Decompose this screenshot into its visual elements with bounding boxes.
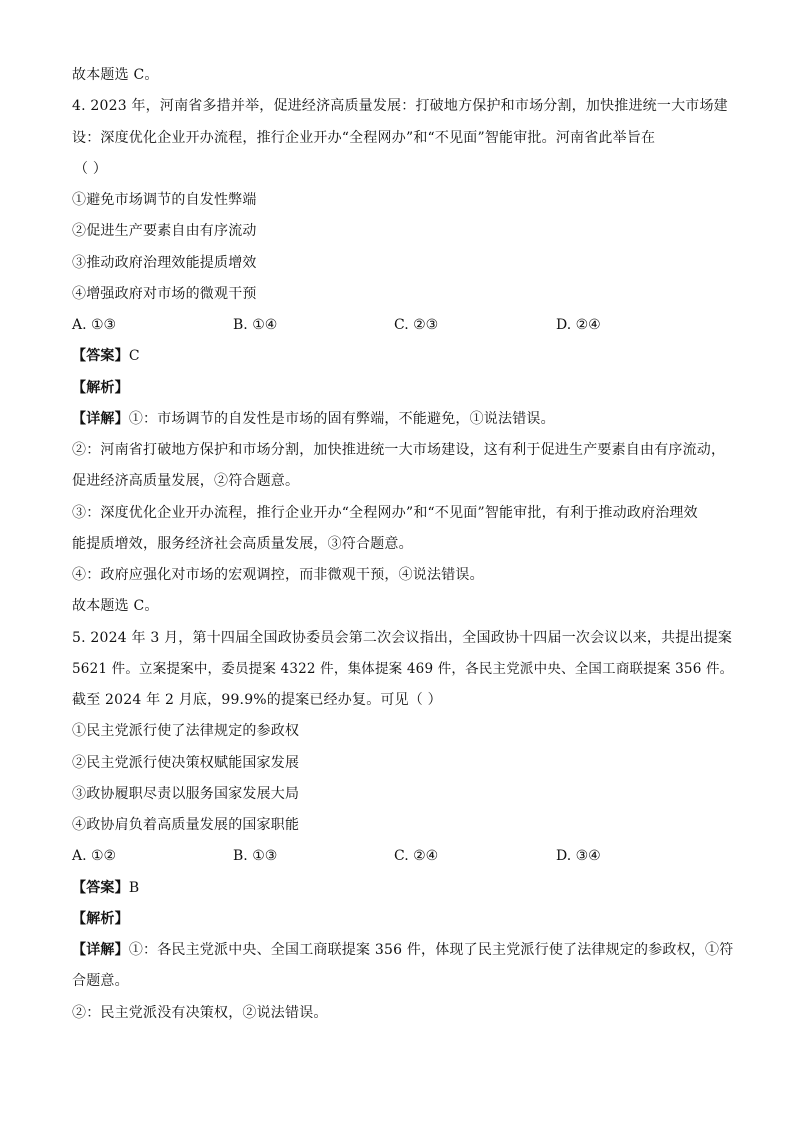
explanation-text: ①：各民主党派中央、全国工商联提案 356 件，体现了民主党派行使了法律规定的参政权，①符 (128, 942, 734, 958)
q4-stem-line: 设：深度优化企业开办流程，推行企业开办“全程网办”和“不见面”智能审批。河南省此举旨在 (72, 130, 656, 146)
q5-option-c: C. ②④ (394, 848, 439, 864)
q5-explanation-line: ②：民主党派没有决策权，②说法错误。 (72, 1005, 328, 1021)
q5-analysis-heading (72, 910, 129, 928)
q4-explanation-line: ③：深度优化企业开办流程，推行企业开办“全程网办”和“不见面”智能审批，有利于推动政府治理效 (72, 505, 698, 521)
q4-explanation-line: ④：政府应强化对市场的宏观调控，而非微观干预，④说法错误。 (72, 567, 484, 583)
q4-answer (72, 347, 140, 365)
detail-tag: 【详解】 (72, 411, 129, 427)
q4-statement-4: ④增强政府对市场的微观干预 (72, 286, 257, 302)
q4-explanation-line: 促进经济高质量发展，②符合题意。 (72, 473, 300, 489)
q5-statement-2: ②民主党派行使决策权赋能国家发展 (72, 755, 300, 771)
analysis-tag: 【解析】 (72, 380, 129, 396)
explanation-text: ①：市场调节的自发性是市场的固有弊端，不能避免，①说法错误。 (128, 411, 555, 427)
q5-statement-1: ①民主党派行使了法律规定的参政权 (72, 723, 300, 739)
q4-conclusion: 故本题选 C。 (72, 598, 159, 614)
answer-value: C (128, 348, 140, 364)
q4-statement-3: ③推动政府治理效能提质增效 (72, 255, 257, 271)
q5-option-d: D. ③④ (556, 848, 601, 864)
answer-tag: 【答案】 (72, 348, 129, 364)
q4-stem-line: （ ） (74, 161, 108, 177)
q5-explanation-line (72, 941, 733, 959)
answer-value: B (128, 880, 140, 896)
q5-answer (72, 879, 139, 897)
q4-statement-2: ②促进生产要素自由有序流动 (72, 223, 257, 239)
q4-explanation-line (72, 410, 555, 428)
q4-stem-line: 4. 2023 年，河南省多措并举，促进经济高质量发展：打破地方保护和市场分割，加快推进统一大市场建 (72, 98, 728, 114)
q4-option-d: D. ②④ (556, 317, 601, 333)
q4-statement-1: ①避免市场调节的自发性弊端 (72, 192, 257, 208)
detail-tag: 【详解】 (72, 942, 129, 958)
q5-statement-4: ④政协肩负着高质量发展的国家职能 (72, 817, 300, 833)
q5-statement-3: ③政协履职尽责以服务国家发展大局 (72, 786, 300, 802)
q3-conclusion: 故本题选 C。 (72, 67, 159, 83)
q4-option-b: B. ①④ (233, 317, 278, 333)
q4-analysis-heading (72, 379, 129, 397)
q5-stem-line: 截至 2024 年 2 月底，99.9%的提案已经办复。可见（ ） (72, 692, 442, 708)
q4-explanation-line: ②：河南省打破地方保护和市场分割，加快推进统一大市场建设，这有利于促进生产要素自由有序流动， (72, 442, 726, 458)
q4-explanation-line: 能提质增效，服务经济社会高质量发展，③符合题意。 (72, 536, 413, 552)
answer-tag: 【答案】 (72, 880, 129, 896)
q5-stem-line: 5. 2024 年 3 月，第十四届全国政协委员会第二次会议指出，全国政协十四届一次会议以来，共提出提案 (72, 630, 733, 646)
q5-stem-line: 5621 件。立案提案中，委员提案 4322 件，集体提案 469 件，各民主党派中央、全国工商联提案 356 件。 (72, 661, 734, 677)
q4-option-a: A. ①③ (72, 317, 117, 333)
q5-explanation-line: 合题意。 (72, 973, 129, 989)
analysis-tag: 【解析】 (72, 911, 129, 927)
q5-option-a: A. ①② (72, 848, 117, 864)
q5-option-b: B. ①③ (233, 848, 278, 864)
q4-option-c: C. ②③ (394, 317, 439, 333)
